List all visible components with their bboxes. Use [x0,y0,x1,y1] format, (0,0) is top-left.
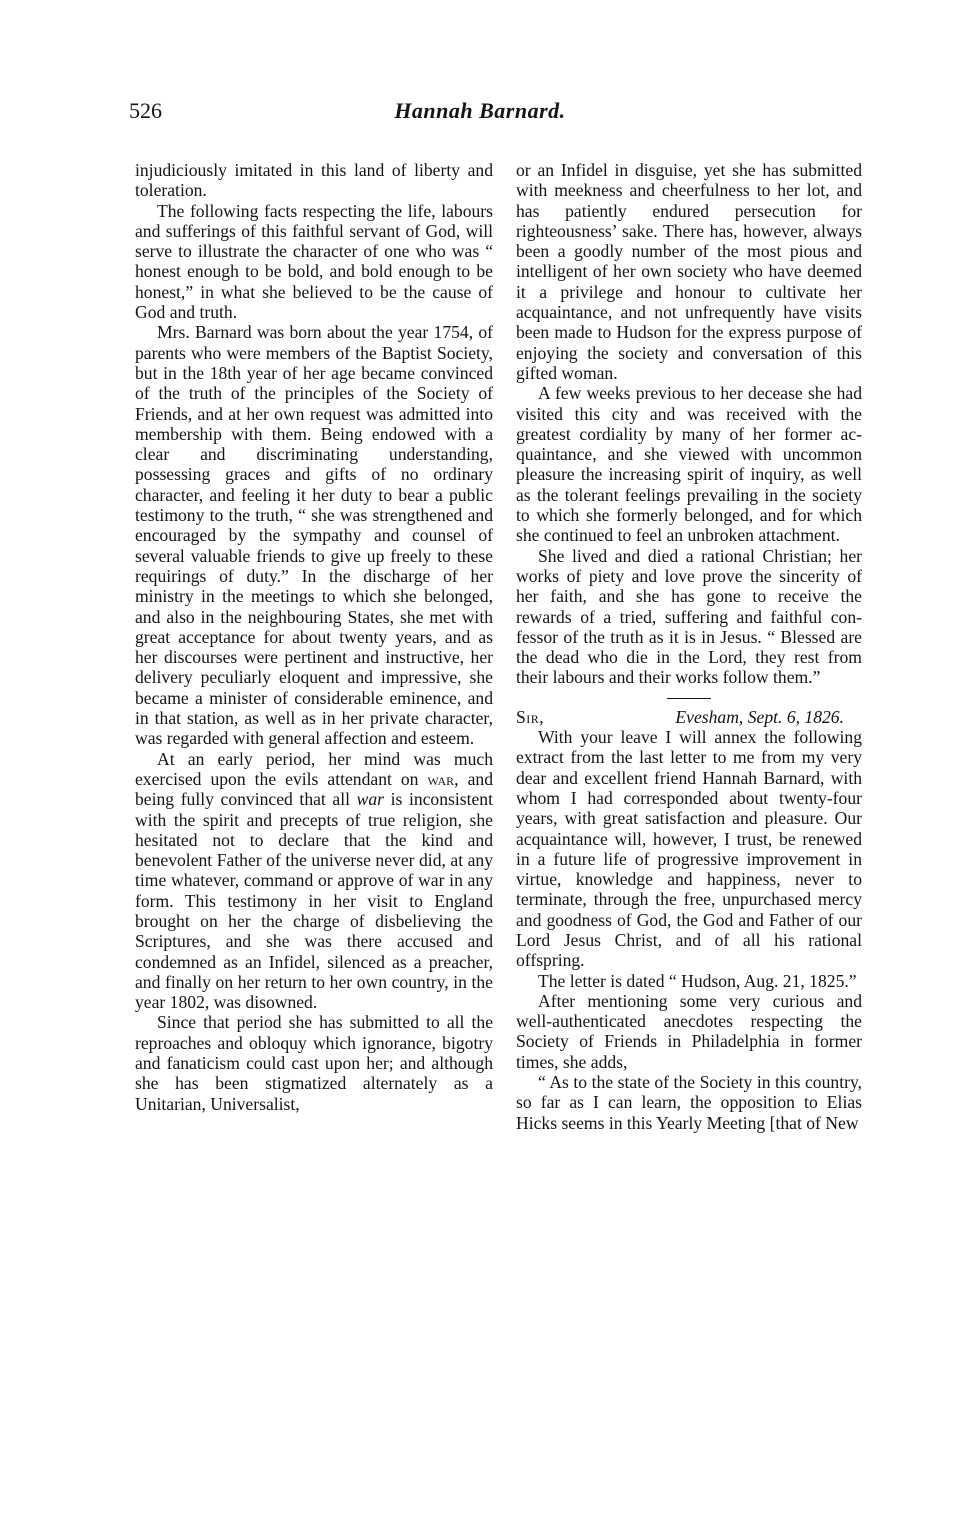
page-number: 526 [129,98,162,123]
left-column [135,160,493,1114]
small-caps-war: war [427,768,455,789]
paragraph-reproaches: Since that period she has submitted to all the reproaches and obloquy which ignorance, bigotry and fanaticism could cast upon her; and although she has been stigmatized alternately as a Unitarian, Universalist, [135,1012,493,1114]
paragraph-letter-date: The letter is dated “ Hudson, Aug. 21, 1825.” [538,970,857,991]
running-title: Hannah Barnard. [394,98,566,123]
letter-salutation: Sir, [516,706,545,727]
paragraph-war-testimony [135,749,493,1013]
paragraph-facts-intro: The following facts respecting the life, labours and sufferings of this faithful servant of God, will serve to illustrate the character of one who was “ honest enough to be bold, and bold enough to be honest,” in what she believed to be the cause of God and truth. [135,200,493,323]
text-segment: , and being fully convinced that all [135,768,493,810]
letter-place-date: Evesham, Sept. 6, 1826. [675,706,844,727]
text-segment: is inconsistent with the spirit and precepts of true religion, she hesitated not to declare that the kind and benevolent Father of the universe never did, at any time whatever, command or approve of war in any form. This testimony in her visit to England brought on her the charge of disbelieving the Scriptures, and she was there accused and condemned as an Infidel, silenced as a preacher, and finally on her return to her own country, in the year 1802, was disowned. [135,789,493,1013]
paragraph-last-visit: A few weeks previous to her decease she had visited this city and was received with the greatest cordiality by many of her former acquaintance, and she viewed with uncommon pleasure the increasing spirit of inquiry, as well as the tolerant feelings prevailing in the society to which she formerly belonged, and for which she continued to feel an unbroken attachment. [516,383,862,546]
paragraph-quoted-letter: “ As to the state of the Society in this country, so far as I can learn, the opposition to Elias Hicks seems in this Yearly Meeting [that of New [516,1072,862,1133]
paragraph-rational-christian: She lived and died a rational Christian; her works of piety and love prove the sincerity of her faith, and she has gone to receive the rewards of a tried, suffering and faithful confessor of the truth as it is in Jesus. “ Blessed are the dead who die in the Lord, they rest from their labours and their works follow them.” [516,545,862,688]
paragraph-continuation: injudiciously imitated in this land of liberty and toleration. [135,160,493,201]
paragraph-anecdotes: After mentioning some very curious and well-authenticated anecdotes respecting the Society of Friends in Philadelphia in former times, she adds, [516,990,862,1072]
section-divider [667,698,711,699]
text-segment: At an early period, her mind was much exercised upon the evils attendant on [135,748,493,789]
right-column [516,160,862,1133]
paragraph-continuation: or an Infidel in disguise, yet she has submitted with meekness and cheerfulness to her lot, and has patiently endured persecution for righteousness’ sake. There has, however, always been a goodly number of the most pious and intelligent of her own society who have deemed it a privilege and honour to cultivate her acquaintance, and not unfrequently have visits been made to Hudson for the express purpose of enjoying the society and conversation of this gifted woman. [516,160,862,383]
paragraph-biography: Mrs. Barnard was born about the year 1754, of parents who were members of the Baptist Society, but in the 18th year of her age became convinced of the truth of the principles of the Society of Friends, and at her own request was admitted into membership with them. Being endowed with a clear and discriminating understanding, possessing graces and gifts of no ordinary character, and feeling it her duty to bear a public testimony to the truth, “ she was strengthened and encouraged by the sympathy and counsel of several valuable friends to give up freely to these requirings of duty.” In the discharge of her ministry in the meetings to which she belonged, and also in the neighbouring States, she met with great acceptance for about twenty years, and as her discourses were pertinent and instructive, her delivery peculiarly eloquent and impressive, she became a minister of considerable eminence, and in that station, as well as in her private character, was regarded with general affection and esteem. [135,322,493,749]
italic-war: war [356,789,384,810]
paragraph-letter-intro: With your leave I will annex the following extract from the last letter to me from my very dear and excellent friend Hannah Barnard, with whom I had corresponded about twenty-four years, with great satisfaction and pleasure. Our acquaintance will, however, I trust, be renewed in a future life of progressive improvement in virtue, knowledge and happiness, never to terminate, through the free, unpurchased mercy and goodness of God, the God and Father of our Lord Jesus Christ, and of all his rational offspring. [516,727,862,971]
letter-heading [516,707,862,727]
